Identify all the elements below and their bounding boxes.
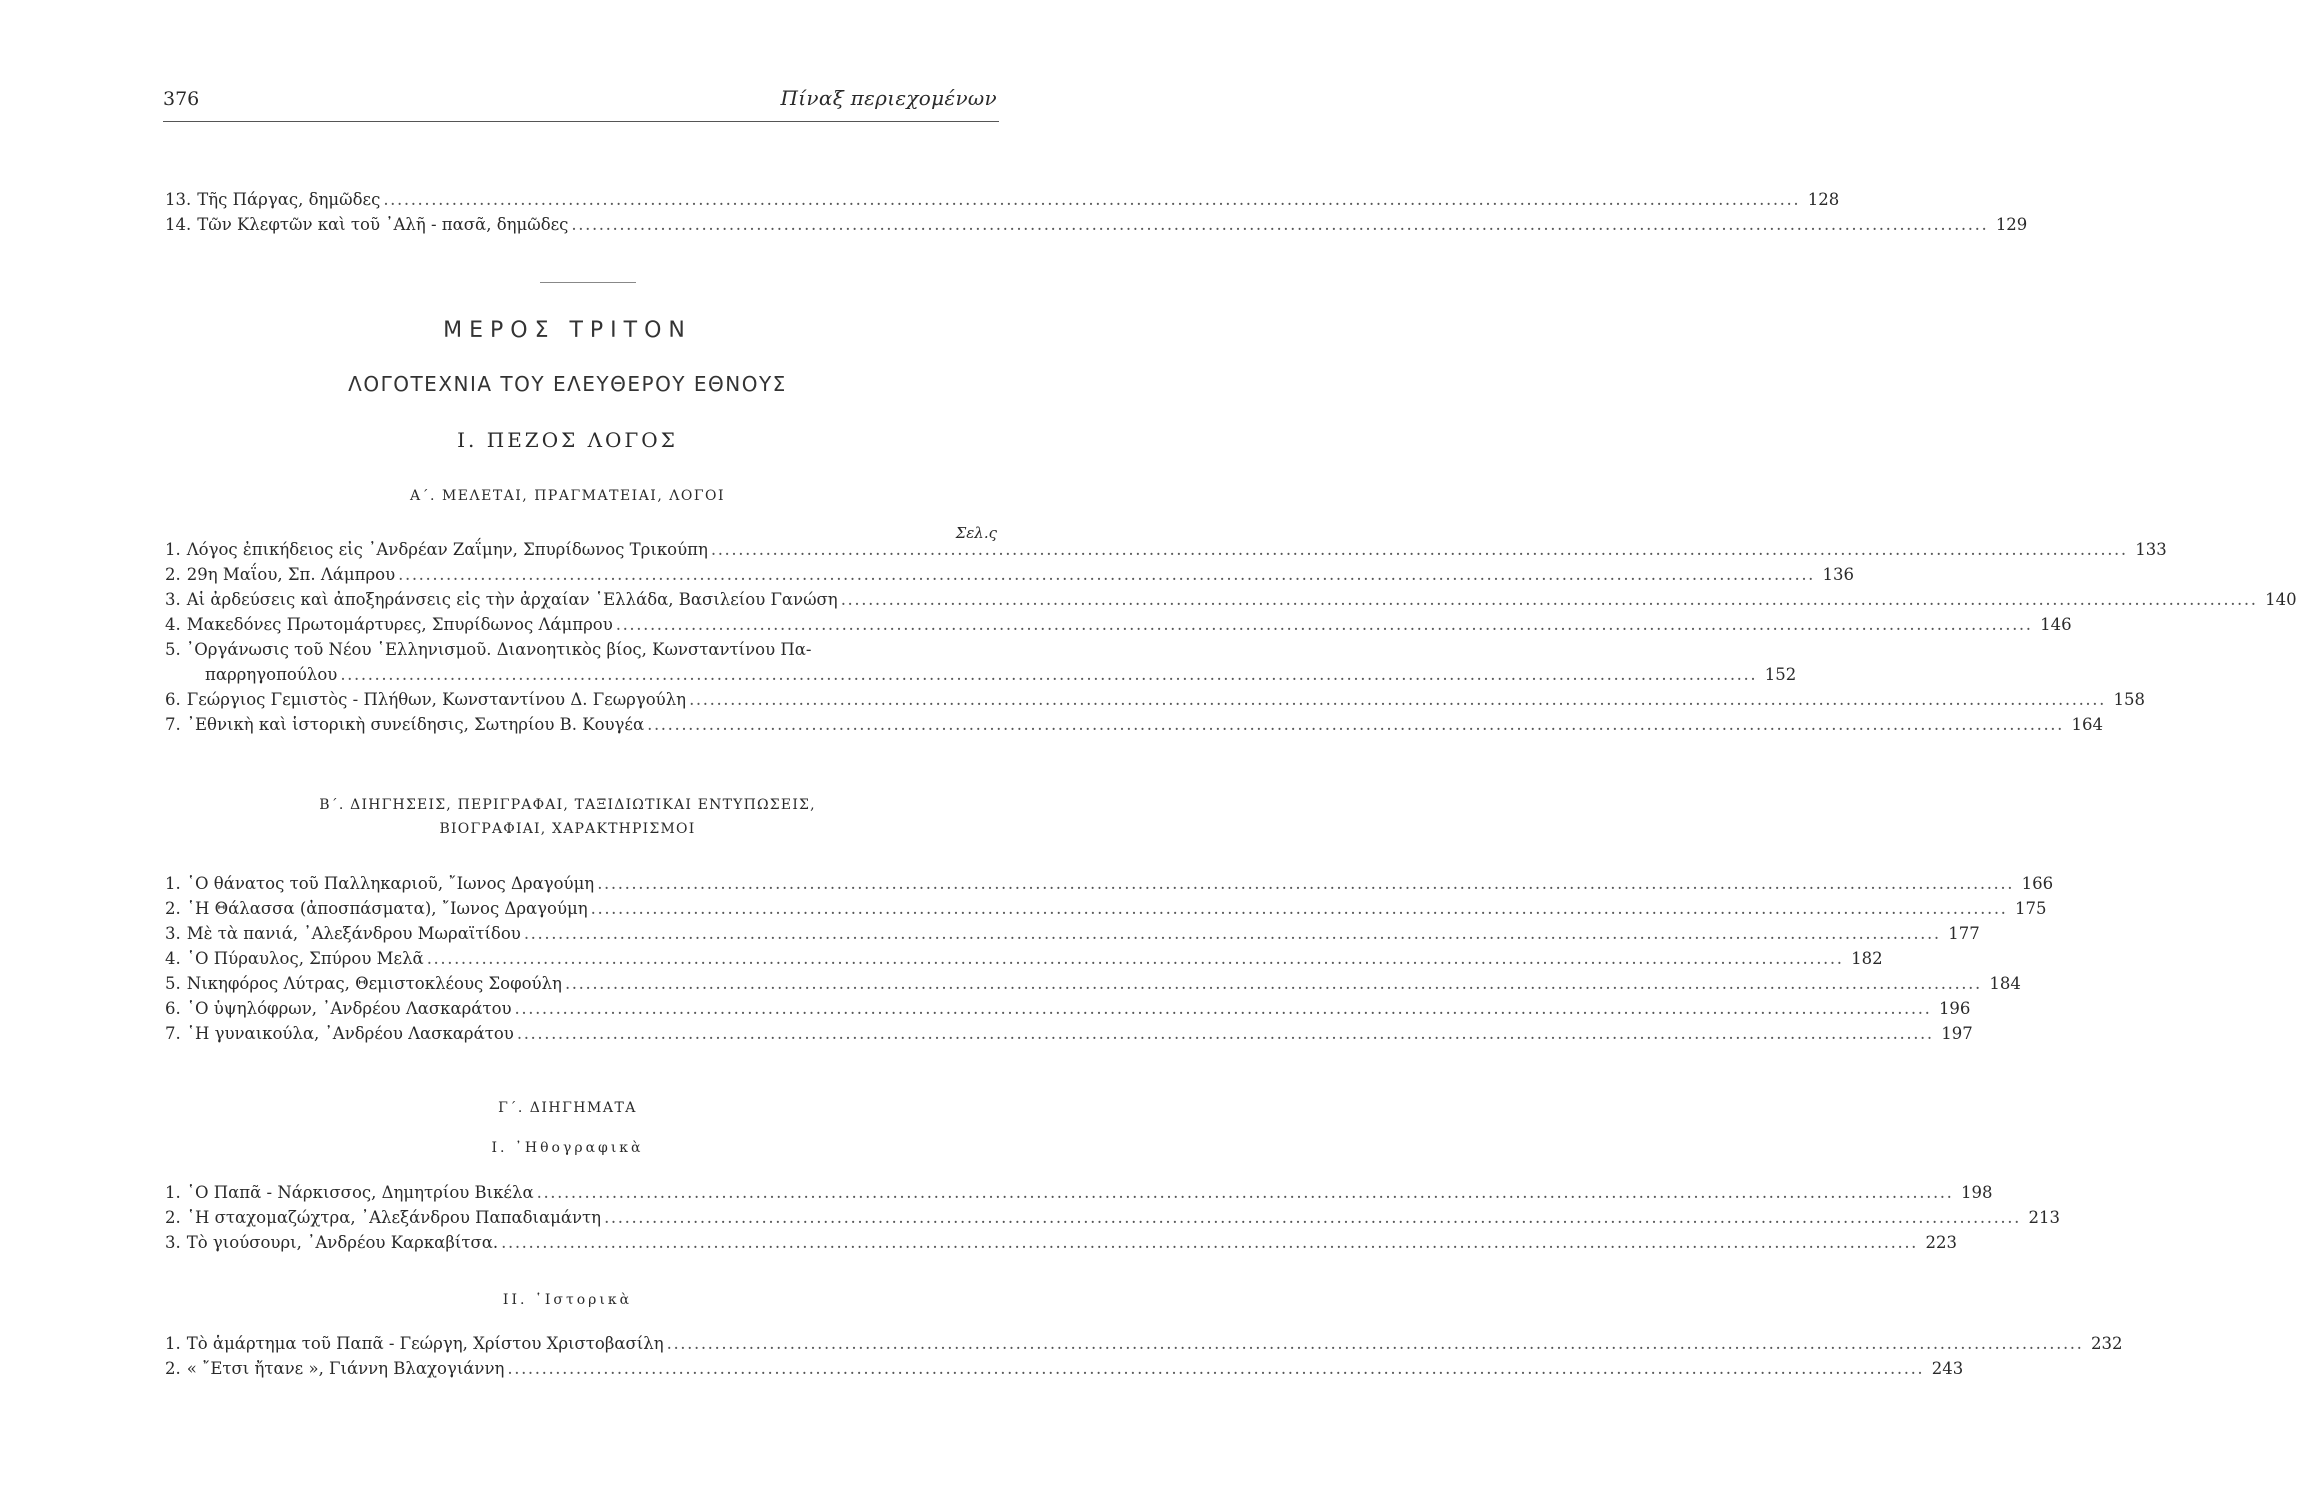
dot-leader <box>571 212 1988 237</box>
toc-entry <box>165 212 2028 237</box>
section-b-entries <box>165 871 2054 1046</box>
running-title: Πίναξ περιεχομένων <box>780 86 997 110</box>
dot-leader <box>383 187 1800 212</box>
entry-page: 177 <box>1948 924 1980 943</box>
toc-entry <box>165 1356 1964 1381</box>
entry-title: Λόγος ἐπικήδειος εἰς ᾿Ανδρέαν Ζαΐμην, Σπυρίδωνος Τρικούπη <box>186 540 708 559</box>
entry-title: Μακεδόνες Πρωτομάρτυρες, Σπυρίδωνος Λάμπρου <box>186 615 613 634</box>
subsection-heading-b-line2: ΒΙΟΓΡΑΦΙΑΙ, ΧΑΡΑΚΤΗΡΙΣΜΟΙ <box>439 821 696 837</box>
dot-leader <box>667 1331 2084 1356</box>
dot-leader <box>507 1356 1924 1381</box>
entry-title: Τῶν Κλεφτῶν καὶ τοῦ ᾿Αλῆ - πασᾶ, δημῶδες <box>197 215 569 234</box>
top-entries <box>165 187 2028 237</box>
entry-number: 2. <box>165 1359 181 1378</box>
entry-title: ῾Ο ὑψηλόφρων, ᾿Ανδρέου Λασκαράτου <box>186 999 512 1018</box>
entry-page: 213 <box>2028 1208 2060 1227</box>
entry-title: Τὸ γιούσουρι, ᾿Ανδρέου Καρκαβίτσα. <box>186 1233 499 1252</box>
entry-number: 2. <box>165 565 181 584</box>
entry-page: 136 <box>1822 565 1855 584</box>
section-divider <box>540 282 636 283</box>
entry-number: 1. <box>165 874 181 893</box>
section-g2-entries <box>165 1331 2123 1381</box>
entry-title: ῾Η σταχομαζώχτρα, ᾿Αλεξάνδρου Παπαδιαμάντη <box>186 1208 602 1227</box>
subsection-heading-b-line1: Β΄. ΔΙΗΓΗΣΕΙΣ, ΠΕΡΙΓΡΑΦΑΙ, ΤΑΞΙΔΙΩΤΙΚΑΙ ΕΝΤΥΠΩΣΕΙΣ, <box>319 797 816 813</box>
entry-number: 3. <box>165 590 181 609</box>
toc-entry <box>165 1230 1958 1255</box>
dot-leader <box>565 971 1982 996</box>
dot-leader <box>604 1205 2021 1230</box>
entry-title: Γεώργιος Γεμιστὸς - Πλήθων, Κωνσταντίνου Δ. Γεωργούλη <box>186 690 687 709</box>
dot-leader <box>711 537 2128 562</box>
toc-entry <box>165 996 1971 1021</box>
toc-entry <box>165 687 2145 712</box>
entry-page: 129 <box>1995 215 2028 234</box>
sub-subsection-heading-2: ΙΙ. ῾Ιστορικὰ <box>502 1292 633 1308</box>
entry-title: Μὲ τὰ πανιά, ᾿Αλεξάνδρου Μωραϊτίδου <box>186 924 521 943</box>
entry-number: 4. <box>165 949 181 968</box>
dot-leader <box>340 662 1757 687</box>
toc-entry <box>165 896 2047 921</box>
entry-page: 146 <box>2040 615 2072 634</box>
subsection-heading-a: Α΄. ΜΕΛΕΤΑΙ, ΠΡΑΓΜΑΤΕΙΑΙ, ΛΟΓΟΙ <box>409 488 726 504</box>
toc-entry <box>165 587 2297 612</box>
toc-entry <box>165 1180 1993 1205</box>
entry-title-line1: ᾿Οργάνωσις τοῦ Νέου ῾Ελληνισμοῦ. Διανοητικὸς βίος, Κωνσταντίνου Πα- <box>186 640 812 659</box>
subsection-heading-g: Γ΄. ΔΙΗΓΗΜΑΤΑ <box>498 1100 637 1116</box>
entry-title: ῾Ο θάνατος τοῦ Παλληκαριοῦ, ῎Ιωνος Δραγούμη <box>186 874 595 893</box>
dot-leader <box>647 712 2064 737</box>
entry-number: 3. <box>165 924 181 943</box>
toc-entry <box>165 946 1883 971</box>
entry-number: 4. <box>165 615 181 634</box>
toc-entry <box>165 612 2072 637</box>
section-title: Ι. ΠΕΖΟΣ ΛΟΓΟΣ <box>457 428 678 452</box>
toc-entry <box>165 187 1840 212</box>
entry-number: 14. <box>165 215 192 234</box>
toc-entry <box>165 537 2167 562</box>
toc-entry-second-line <box>165 662 1797 687</box>
toc-entry <box>165 1021 1973 1046</box>
dot-leader <box>524 921 1941 946</box>
dot-leader <box>597 871 2014 896</box>
dot-leader <box>398 562 1815 587</box>
entry-page: 223 <box>1925 1233 1958 1252</box>
dot-leader <box>689 687 2106 712</box>
entry-title: Τὸ ἁμάρτημα τοῦ Παπᾶ - Γεώργη, Χρίστου Χριστοβασίλη <box>186 1334 664 1353</box>
dot-leader <box>591 896 2008 921</box>
entry-page: 164 <box>2071 715 2103 734</box>
entry-title: 29η Μαΐου, Σπ. Λάμπρου <box>186 565 396 584</box>
entry-number: 13. <box>165 190 192 209</box>
toc-entry <box>165 871 2054 896</box>
entry-page: 133 <box>2135 540 2167 559</box>
entry-page: 232 <box>2090 1334 2123 1353</box>
entry-title: ᾿Εθνικὴ καὶ ἱστορικὴ συνείδησις, Σωτηρίου Β. Κουγέα <box>186 715 645 734</box>
entry-number: 6. <box>165 690 181 709</box>
entry-title: ῾Η γυναικούλα, ᾿Ανδρέου Λασκαράτου <box>186 1024 514 1043</box>
entry-title: ῾Η Θάλασσα (ἀποσπάσματα), ῎Ιωνος Δραγούμη <box>186 899 588 918</box>
entry-title: ῾Ο Πύραυλος, Σπύρου Μελᾶ <box>186 949 424 968</box>
entry-page: 128 <box>1807 190 1840 209</box>
entry-page: 197 <box>1941 1024 1973 1043</box>
entry-title-line2: παρρηγοπούλου <box>205 665 338 684</box>
section-g1-entries <box>165 1180 2060 1255</box>
dot-leader <box>427 946 1844 971</box>
entry-page: 184 <box>1989 974 2021 993</box>
dot-leader <box>537 1180 1954 1205</box>
dot-leader <box>501 1230 1918 1255</box>
pages-column-label: Σελ.ς <box>955 524 997 542</box>
sub-subsection-heading-1: Ι. ᾿Ηθογραφικὰ <box>491 1140 644 1156</box>
entry-page: 196 <box>1938 999 1971 1018</box>
dot-leader <box>515 996 1932 1021</box>
entry-title: Νικηφόρος Λύτρας, Θεμιστοκλέους Σοφούλη <box>186 974 562 993</box>
part-subtitle: ΛΟΓΟΤΕΧΝΙΑ ΤΟΥ ΕΛΕΥΘΕΡΟΥ ΕΘΝΟΥΣ <box>348 372 787 396</box>
entry-number: 2. <box>165 899 181 918</box>
entry-number: 1. <box>165 1183 181 1202</box>
page-number: 376 <box>163 88 200 110</box>
entry-number: 3. <box>165 1233 181 1252</box>
entry-page: 175 <box>2015 899 2047 918</box>
section-a-entries <box>165 537 2297 737</box>
entry-page: 182 <box>1851 949 1883 968</box>
entry-page: 243 <box>1931 1359 1964 1378</box>
header-rule <box>163 121 999 122</box>
entry-title: Τῆς Πάργας, δημῶδες <box>197 190 381 209</box>
toc-entry <box>165 712 2103 737</box>
entry-number: 6. <box>165 999 181 1018</box>
dot-leader <box>517 1021 1934 1046</box>
toc-entry-first-line <box>165 637 997 662</box>
entry-page: 166 <box>2021 874 2054 893</box>
dot-leader <box>616 612 2033 637</box>
entry-number: 2. <box>165 1208 181 1227</box>
toc-entry <box>165 1331 2123 1356</box>
entry-page: 198 <box>1960 1183 1993 1202</box>
entry-page: 140 <box>2265 590 2297 609</box>
toc-entry <box>165 971 2021 996</box>
entry-number: 7. <box>165 1024 181 1043</box>
entry-number: 5. <box>165 974 181 993</box>
toc-entry <box>165 562 1855 587</box>
toc-entry <box>165 1205 2060 1230</box>
entry-title: ῾Ο Παπᾶ - Νάρκισσος, Δημητρίου Βικέλα <box>186 1183 534 1202</box>
entry-title: Αἱ ἀρδεύσεις καὶ ἀποξηράνσεις εἰς τὴν ἀρχαίαν ῾Ελλάδα, Βασιλείου Γανώση <box>186 590 838 609</box>
entry-number: 1. <box>165 1334 181 1353</box>
toc-entry <box>165 921 1980 946</box>
entry-page: 158 <box>2113 690 2145 709</box>
entry-number: 7. <box>165 715 181 734</box>
entry-page: 152 <box>1764 665 1797 684</box>
entry-title: « ῎Ετσι ἤτανε », Γιάννη Βλαχογιάννη <box>186 1359 505 1378</box>
entry-number: 5. <box>165 640 181 659</box>
part-title: ΜΕΡΟΣ ΤΡΙΤΟΝ <box>443 318 692 343</box>
entry-number: 1. <box>165 540 181 559</box>
dot-leader <box>841 587 2258 612</box>
